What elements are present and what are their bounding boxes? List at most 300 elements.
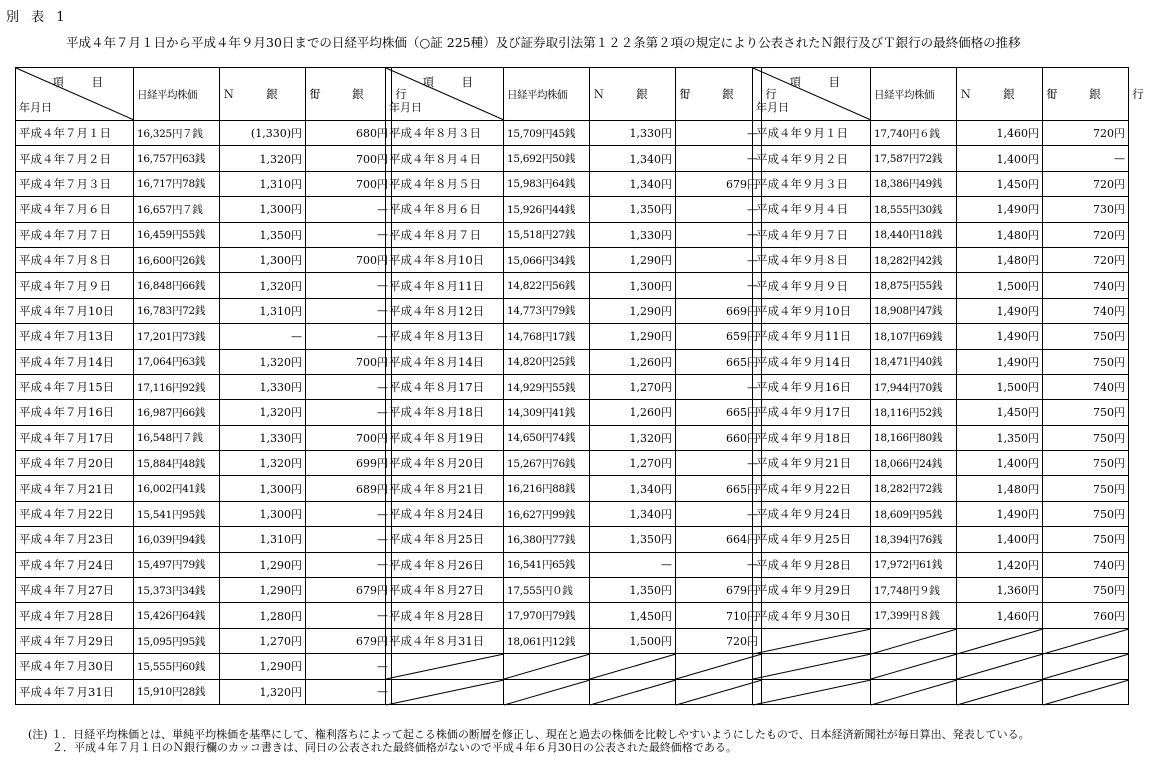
nikkei-cell: 17,587円72銭 [871, 146, 957, 171]
n-bank-cell: (1,330)円 [220, 121, 306, 146]
n-bank-cell: 1,460円 [957, 121, 1043, 146]
t-bank-cell: 700円 [306, 349, 392, 374]
table-row [16, 628, 392, 653]
table-row [753, 552, 1129, 577]
header-item-date [16, 68, 134, 121]
n-bank-cell: — [590, 552, 676, 577]
t-bank-cell: 720円 [1043, 171, 1129, 196]
cross-out-line-icon [753, 680, 871, 705]
table-row [386, 476, 762, 501]
date-cell: 平成４年９月７日 [753, 222, 871, 247]
table-row [16, 349, 392, 374]
empty-cell [1043, 628, 1129, 653]
table-row [753, 654, 1129, 679]
table-row [386, 146, 762, 171]
n-bank-cell: 1,500円 [957, 273, 1043, 298]
table-row [386, 171, 762, 196]
nikkei-cell: 16,627円99銭 [504, 501, 590, 526]
table-row [753, 171, 1129, 196]
nikkei-cell: 16,848円66銭 [134, 273, 220, 298]
table-row [16, 501, 392, 526]
header-n-bank: Ｎ 銀 行 [220, 68, 306, 121]
t-bank-cell: 679円 [306, 578, 392, 603]
header-item-label: 項 目 [789, 75, 852, 89]
n-bank-cell: 1,450円 [957, 171, 1043, 196]
table-row [753, 197, 1129, 222]
table-row [753, 121, 1129, 146]
note-1: (注) １．日経平均株価とは、単純平均株価を基準にして、権利落ちによって起こる株価の断層を修正し、現在と過去の株価を比較しやすいようにしたもので、日本経済新聞社が毎日算出、発表している。 [28, 728, 1030, 741]
nikkei-cell: 14,929円55銭 [504, 374, 590, 399]
nikkei-cell: 18,282円72銭 [871, 476, 957, 501]
n-bank-cell: 1,320円 [220, 451, 306, 476]
n-bank-cell: 1,300円 [220, 247, 306, 272]
t-bank-cell: 700円 [306, 171, 392, 196]
table-row [753, 298, 1129, 323]
t-bank-cell: 760円 [1043, 603, 1129, 628]
table-row [753, 425, 1129, 450]
t-bank-cell: 679円 [676, 171, 762, 196]
cross-out-line-icon [753, 654, 871, 679]
t-bank-cell: 720円 [676, 628, 762, 653]
t-bank-cell: 710円 [676, 603, 762, 628]
date-cell: 平成４年９月14日 [753, 349, 871, 374]
t-bank-cell: — [676, 146, 762, 171]
date-cell: 平成４年９月10日 [753, 298, 871, 323]
nikkei-cell: 17,064円63銭 [134, 349, 220, 374]
nikkei-cell: 17,944円70銭 [871, 374, 957, 399]
t-bank-cell: — [676, 121, 762, 146]
t-bank-cell: 664円 [676, 527, 762, 552]
n-bank-cell: 1,490円 [957, 197, 1043, 222]
t-bank-cell: — [306, 603, 392, 628]
nikkei-cell: 14,650円74銭 [504, 425, 590, 450]
empty-cell [386, 654, 504, 679]
table-row [16, 121, 392, 146]
nikkei-cell: 17,399円８銭 [871, 603, 957, 628]
nikkei-cell: 18,440円18銭 [871, 222, 957, 247]
date-cell: 平成４年７月16日 [16, 400, 134, 425]
nikkei-cell: 18,394円76銭 [871, 527, 957, 552]
t-bank-cell: — [306, 197, 392, 222]
nikkei-cell: 16,002円41銭 [134, 476, 220, 501]
table-row [386, 552, 762, 577]
date-cell: 平成４年９月25日 [753, 527, 871, 552]
date-cell: 平成４年７月13日 [16, 324, 134, 349]
n-bank-cell: 1,340円 [590, 501, 676, 526]
date-cell: 平成４年８月31日 [386, 628, 504, 653]
nikkei-cell: 16,541円65銭 [504, 552, 590, 577]
table-row [753, 578, 1129, 603]
table-row [16, 654, 392, 679]
n-bank-cell: 1,320円 [220, 273, 306, 298]
n-bank-cell: 1,320円 [220, 349, 306, 374]
n-bank-cell: 1,350円 [590, 527, 676, 552]
nikkei-cell: 18,555円30銭 [871, 197, 957, 222]
nikkei-cell: 18,282円42銭 [871, 247, 957, 272]
nikkei-cell: 14,309円41銭 [504, 400, 590, 425]
nikkei-cell: 15,497円79銭 [134, 552, 220, 577]
cross-out-line-icon [1043, 654, 1129, 679]
table-row [386, 349, 762, 374]
empty-cell [504, 654, 590, 679]
n-bank-cell: 1,360円 [957, 578, 1043, 603]
date-cell: 平成４年８月６日 [386, 197, 504, 222]
n-bank-cell: 1,340円 [590, 146, 676, 171]
empty-cell [871, 679, 957, 704]
t-bank-cell: — [306, 552, 392, 577]
t-bank-cell: 699円 [306, 451, 392, 476]
date-cell: 平成４年９月８日 [753, 247, 871, 272]
t-bank-cell: — [676, 222, 762, 247]
nikkei-cell: 15,095円95銭 [134, 628, 220, 653]
n-bank-cell: 1,340円 [590, 171, 676, 196]
date-cell: 平成４年９月30日 [753, 603, 871, 628]
table-row [16, 247, 392, 272]
date-cell: 平成４年７月20日 [16, 451, 134, 476]
date-cell: 平成４年９月24日 [753, 501, 871, 526]
nikkei-cell: 18,066円24銭 [871, 451, 957, 476]
table-row [753, 247, 1129, 272]
empty-cell [1043, 679, 1129, 704]
table-row [753, 501, 1129, 526]
table-row [753, 679, 1129, 704]
n-bank-cell: 1,330円 [220, 374, 306, 399]
date-cell: 平成４年９月３日 [753, 171, 871, 196]
date-cell: 平成４年９月16日 [753, 374, 871, 399]
table-row [16, 298, 392, 323]
date-cell: 平成４年７月８日 [16, 247, 134, 272]
table-row [16, 171, 392, 196]
date-cell: 平成４年７月24日 [16, 552, 134, 577]
table-row [16, 476, 392, 501]
header-item-label: 項 目 [52, 75, 115, 89]
nikkei-cell: 15,066円34銭 [504, 247, 590, 272]
empty-cell [957, 679, 1043, 704]
nikkei-cell: 17,972円61銭 [871, 552, 957, 577]
date-cell: 平成４年７月29日 [16, 628, 134, 653]
nikkei-cell: 14,773円79銭 [504, 298, 590, 323]
empty-cell [386, 679, 504, 704]
table-row [753, 527, 1129, 552]
cross-out-line-icon [871, 680, 957, 705]
table-row [386, 679, 762, 704]
date-cell: 平成４年７月21日 [16, 476, 134, 501]
date-cell: 平成４年７月３日 [16, 171, 134, 196]
n-bank-cell: 1,270円 [590, 451, 676, 476]
n-bank-cell: 1,330円 [590, 222, 676, 247]
n-bank-cell: 1,400円 [957, 146, 1043, 171]
table-row [386, 654, 762, 679]
nikkei-cell: 17,748円９銭 [871, 578, 957, 603]
date-cell: 平成４年７月９日 [16, 273, 134, 298]
notes [28, 728, 1030, 754]
date-cell: 平成４年８月14日 [386, 349, 504, 374]
t-bank-cell: 680円 [306, 121, 392, 146]
table-row [753, 451, 1129, 476]
t-bank-cell: — [306, 654, 392, 679]
cross-out-line-icon [957, 654, 1043, 679]
date-cell: 平成４年７月14日 [16, 349, 134, 374]
nikkei-cell: 17,970円79銭 [504, 603, 590, 628]
table-row [753, 374, 1129, 399]
header-n-bank: Ｎ 銀 行 [590, 68, 676, 121]
empty-cell [753, 679, 871, 704]
t-bank-cell: 750円 [1043, 578, 1129, 603]
date-cell: 平成４年９月４日 [753, 197, 871, 222]
date-cell: 平成４年７月30日 [16, 654, 134, 679]
nikkei-cell: 15,373円34銭 [134, 578, 220, 603]
n-bank-cell: 1,490円 [957, 298, 1043, 323]
table-row [16, 451, 392, 476]
t-bank-cell: — [306, 324, 392, 349]
n-bank-cell: 1,270円 [220, 628, 306, 653]
t-bank-cell: — [676, 247, 762, 272]
nikkei-cell: 16,657円７銭 [134, 197, 220, 222]
table-row [16, 527, 392, 552]
t-bank-cell: 750円 [1043, 476, 1129, 501]
n-bank-cell: 1,330円 [220, 425, 306, 450]
t-bank-cell: — [676, 552, 762, 577]
cross-out-line-icon [676, 680, 762, 705]
t-bank-cell: 720円 [1043, 121, 1129, 146]
t-bank-cell: — [676, 451, 762, 476]
table-row [16, 679, 392, 704]
cross-out-line-icon [1043, 629, 1129, 654]
table-row [16, 222, 392, 247]
table-row [753, 476, 1129, 501]
nikkei-cell: 16,717円78銭 [134, 171, 220, 196]
header-date-label: 年月日 [19, 101, 52, 114]
date-cell: 平成４年７月15日 [16, 374, 134, 399]
table-row [386, 628, 762, 653]
table-row [386, 400, 762, 425]
table-row [16, 425, 392, 450]
date-cell: 平成４年７月28日 [16, 603, 134, 628]
header-nikkei: 日経平均株価 [134, 68, 220, 121]
nikkei-cell: 18,875円55銭 [871, 273, 957, 298]
date-cell: 平成４年９月２日 [753, 146, 871, 171]
table-row [16, 603, 392, 628]
t-bank-cell: — [676, 501, 762, 526]
nikkei-cell: 15,926円44銭 [504, 197, 590, 222]
date-cell: 平成４年７月27日 [16, 578, 134, 603]
n-bank-cell: 1,280円 [220, 603, 306, 628]
table-row [16, 146, 392, 171]
t-bank-cell: 750円 [1043, 324, 1129, 349]
nikkei-cell: 16,757円63銭 [134, 146, 220, 171]
t-bank-cell: 660円 [676, 425, 762, 450]
header-n-bank: Ｎ 銀 行 [957, 68, 1043, 121]
header-item-date [753, 68, 871, 121]
nikkei-cell: 15,426円64銭 [134, 603, 220, 628]
nikkei-cell: 18,061円12銭 [504, 628, 590, 653]
empty-cell [957, 654, 1043, 679]
table-row [386, 374, 762, 399]
table-row [386, 527, 762, 552]
n-bank-cell: 1,490円 [957, 324, 1043, 349]
cross-out-line-icon [1043, 680, 1129, 705]
t-bank-cell: — [676, 374, 762, 399]
n-bank-cell: 1,340円 [590, 476, 676, 501]
t-bank-cell: 750円 [1043, 501, 1129, 526]
empty-cell [504, 679, 590, 704]
date-cell: 平成４年８月28日 [386, 603, 504, 628]
header-nikkei: 日経平均株価 [504, 68, 590, 121]
empty-cell [871, 654, 957, 679]
t-bank-cell: — [306, 273, 392, 298]
table-row [386, 222, 762, 247]
t-bank-cell: — [306, 298, 392, 323]
n-bank-cell: 1,500円 [957, 374, 1043, 399]
table-row [753, 146, 1129, 171]
date-cell: 平成４年９月18日 [753, 425, 871, 450]
table-row [386, 451, 762, 476]
table-row [386, 578, 762, 603]
table-row [753, 324, 1129, 349]
t-bank-cell: 700円 [306, 247, 392, 272]
nikkei-cell: 16,216円88銭 [504, 476, 590, 501]
t-bank-cell: 720円 [1043, 247, 1129, 272]
cross-out-line-icon [590, 680, 676, 705]
date-cell: 平成４年９月17日 [753, 400, 871, 425]
date-cell: 平成４年９月１日 [753, 121, 871, 146]
header-date-label: 年月日 [389, 101, 422, 114]
t-bank-cell: — [676, 197, 762, 222]
t-bank-cell: 665円 [676, 349, 762, 374]
nikkei-cell: 16,325円７銭 [134, 121, 220, 146]
n-bank-cell: 1,290円 [220, 578, 306, 603]
t-bank-cell: 750円 [1043, 400, 1129, 425]
nikkei-cell: 15,709円45銭 [504, 121, 590, 146]
table-row [16, 197, 392, 222]
n-bank-cell: 1,400円 [957, 451, 1043, 476]
nikkei-cell: 16,459円55銭 [134, 222, 220, 247]
table-row [16, 578, 392, 603]
table-row [753, 400, 1129, 425]
nikkei-cell: 15,518円27銭 [504, 222, 590, 247]
n-bank-cell: 1,490円 [957, 349, 1043, 374]
date-cell: 平成４年８月21日 [386, 476, 504, 501]
date-cell: 平成４年９月29日 [753, 578, 871, 603]
nikkei-cell: 15,884円48銭 [134, 451, 220, 476]
table-row [16, 400, 392, 425]
empty-cell [590, 654, 676, 679]
date-cell: 平成４年８月４日 [386, 146, 504, 171]
n-bank-cell: 1,300円 [220, 501, 306, 526]
cross-out-line-icon [753, 629, 871, 654]
nikkei-cell: 16,039円94銭 [134, 527, 220, 552]
t-bank-cell: 700円 [306, 425, 392, 450]
date-cell: 平成４年８月19日 [386, 425, 504, 450]
n-bank-cell: 1,300円 [590, 273, 676, 298]
table-row [386, 298, 762, 323]
empty-cell [957, 628, 1043, 653]
cross-out-line-icon [386, 654, 504, 679]
n-bank-cell: 1,310円 [220, 171, 306, 196]
n-bank-cell: 1,350円 [957, 425, 1043, 450]
t-bank-cell: 750円 [1043, 349, 1129, 374]
page-title: 平成４年７月１日から平成４年９月30日までの日経平均株価（○証 225種）及び証券取引法第１２２条第２項の規定により公表されたＮ銀行及びＴ銀行の最終価格の推移 [66, 35, 1021, 50]
date-cell: 平成４年９月21日 [753, 451, 871, 476]
cross-out-line-icon [386, 680, 504, 705]
n-bank-cell: 1,290円 [220, 654, 306, 679]
n-bank-cell: 1,320円 [590, 425, 676, 450]
empty-cell [871, 628, 957, 653]
cross-out-line-icon [504, 680, 590, 705]
n-bank-cell: 1,300円 [220, 197, 306, 222]
date-cell: 平成４年７月31日 [16, 679, 134, 704]
t-bank-cell: 730円 [1043, 197, 1129, 222]
date-cell: 平成４年７月６日 [16, 197, 134, 222]
t-bank-cell: 700円 [306, 146, 392, 171]
n-bank-cell: 1,310円 [220, 527, 306, 552]
t-bank-cell: 665円 [676, 400, 762, 425]
t-bank-cell: — [306, 374, 392, 399]
table-row [753, 273, 1129, 298]
nikkei-cell: 17,116円92銭 [134, 374, 220, 399]
nikkei-cell: 18,471円40銭 [871, 349, 957, 374]
nikkei-cell: 14,768円17銭 [504, 324, 590, 349]
header-t-bank: Ｔ 銀 行 [1043, 68, 1129, 121]
date-cell: 平成４年８月12日 [386, 298, 504, 323]
n-bank-cell: 1,290円 [590, 324, 676, 349]
n-bank-cell: 1,320円 [220, 679, 306, 704]
date-cell: 平成４年７月１日 [16, 121, 134, 146]
t-bank-cell: 665円 [676, 476, 762, 501]
n-bank-cell: 1,260円 [590, 349, 676, 374]
date-cell: 平成４年７月17日 [16, 425, 134, 450]
t-bank-cell: 740円 [1043, 374, 1129, 399]
nikkei-cell: 17,740円６銭 [871, 121, 957, 146]
n-bank-cell: 1,350円 [590, 578, 676, 603]
header-t-bank: Ｔ 銀 行 [676, 68, 762, 121]
empty-cell [1043, 654, 1129, 679]
n-bank-cell: 1,350円 [220, 222, 306, 247]
nikkei-cell: 16,600円26銭 [134, 247, 220, 272]
header-date-label: 年月日 [756, 101, 789, 114]
n-bank-cell: 1,420円 [957, 552, 1043, 577]
date-cell: 平成４年８月24日 [386, 501, 504, 526]
date-cell: 平成４年８月17日 [386, 374, 504, 399]
t-bank-cell: — [306, 501, 392, 526]
n-bank-cell: 1,300円 [220, 476, 306, 501]
t-bank-cell: 750円 [1043, 527, 1129, 552]
t-bank-cell: 720円 [1043, 222, 1129, 247]
n-bank-cell: 1,350円 [590, 197, 676, 222]
date-cell: 平成４年７月10日 [16, 298, 134, 323]
empty-cell [753, 628, 871, 653]
table-row [386, 501, 762, 526]
n-bank-cell: 1,450円 [957, 400, 1043, 425]
n-bank-cell: 1,450円 [590, 603, 676, 628]
table-row [386, 273, 762, 298]
t-bank-cell: — [1043, 146, 1129, 171]
price-table-1 [15, 67, 421, 705]
sheet-label: 別 表 1 [6, 10, 69, 25]
date-cell: 平成４年７月22日 [16, 501, 134, 526]
empty-cell [676, 679, 762, 704]
price-table-2 [385, 67, 791, 705]
nikkei-cell: 15,555円60銭 [134, 654, 220, 679]
t-bank-cell: — [306, 527, 392, 552]
table-row [753, 222, 1129, 247]
date-cell: 平成４年７月７日 [16, 222, 134, 247]
table-row [386, 425, 762, 450]
date-cell: 平成４年８月11日 [386, 273, 504, 298]
date-cell: 平成４年９月28日 [753, 552, 871, 577]
t-bank-cell: 679円 [676, 578, 762, 603]
cross-out-line-icon [871, 629, 957, 654]
